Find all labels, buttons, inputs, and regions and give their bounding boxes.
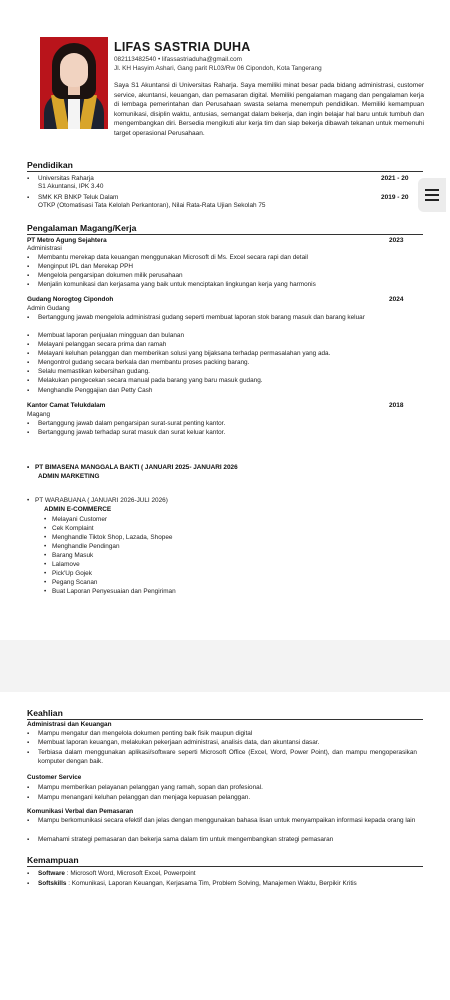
job-year: 2024	[389, 296, 404, 303]
job-company: Gudang Norogtog Cipondoh	[27, 296, 114, 303]
job-duty: ▪ Mengontrol gudang secara berkala dan membantu proses packing barang.	[27, 359, 417, 368]
education-years: 2021 - 20	[381, 175, 409, 182]
section-divider	[27, 171, 423, 172]
extra-job-company: • PT BIMASENA MANGGALA BAKTI ( JANUARI 2025- JANUARI 2026	[27, 464, 238, 473]
extra-job-role: ADMIN MARKETING	[38, 473, 100, 480]
section-title-abilities: Kemampuan	[27, 855, 79, 865]
extra-job-company: • PT WARABUANA ( JANUARI 2026-JULI 2026)	[27, 497, 168, 506]
candidate-name: LIFAS SASTRIA DUHA	[114, 40, 251, 54]
section-title-skills: Keahlian	[27, 708, 63, 718]
skill-point: ▪ Mampu memberikan pelayanan pelanggan yang ramah, sopan dan profesional.	[27, 784, 417, 793]
job-duty: ▪ Menjalin komunikasi dan kerjasama yang baik untuk menciptakan lingkungan kerja yang harmonis	[27, 281, 417, 290]
education-item: ▪ SMK KR BNKP Teluk Dalam	[27, 194, 417, 203]
education-detail: OTKP (Otomatisasi Tata Kelolah Perkantoran), Nilai Rata-Rata Ujian Sekolah 75	[38, 202, 266, 209]
section-title-education: Pendidikan	[27, 160, 73, 170]
job-duty: ▪ Melayani keluhan pelanggan dan memberikan solusi yang bijaksana terhadap permasalahan yang ada.	[27, 350, 417, 359]
skill-group-title: Customer Service	[27, 774, 82, 781]
hamburger-menu-icon[interactable]	[418, 178, 446, 212]
profile-photo	[40, 37, 108, 129]
job-duty: ▪ Melakukan pengecekan secara manual pada barang yang baru masuk gudang.	[27, 377, 417, 386]
extra-duty: • Pick'Up Gojek	[44, 570, 92, 579]
job-year: 2018	[389, 402, 404, 409]
ability-item: ▪ Softskills : Komunikasi, Laporan Keuangan, Kerjasama Tim, Problem Solving, Manajemen Waktu, Berpikir Kritis	[27, 880, 417, 889]
job-role: Administrasi	[27, 245, 62, 252]
job-role: Admin Gudang	[27, 305, 70, 312]
job-duty: ▪ Membuat laporan penjualan mingguan dan bulanan	[27, 332, 417, 341]
skill-point: ▪ Mampu berkomunikasi secara efektif dan jelas dengan menggunakan bahasa lisan untuk menyampaikan informasi kepada orang lain	[27, 817, 417, 826]
contact-info: 082113482540 • lifassastriaduha@gmail.com	[114, 56, 242, 63]
extra-duty: • Melayani Customer	[44, 516, 107, 525]
job-duty: ▪ Menghandle Penggajian dan Petty Cash	[27, 387, 417, 396]
section-divider	[27, 234, 423, 235]
job-duty: ▪ Menginput IPL dan Merekap PPH	[27, 263, 417, 272]
address: Jl. KH Hasyim Ashari, Gang parit RL03/Rw 06 Cipondoh, Kota Tangerang	[114, 65, 322, 72]
job-year: 2023	[389, 237, 404, 244]
job-company: Kantor Camat Telukdalam	[27, 402, 106, 409]
profile-summary: Saya S1 Akuntansi di Universitas Raharja. Saya memiliki minat besar pada bidang administrasi, customer service, akuntansi, keuangan, dan pemasaran digital. Memiliki pengalaman magang dan pengalaman kerja di lembaga pemerintahan dan Perusahaan swasta selama menempuh pendidikan. Memiliki kemampuan komunikasi, disiplin waktu, antusias, semangat dalam bekerja, dan ingin belajar hal baru untuk tumbuh dan mengembangkan diri. Bersedia mengikuti alur kerja tim dan siap bekerja dibawah tekanan untuk memenuhi target operasional Perusahaan.	[114, 82, 424, 137]
job-duty: ▪ Bertanggung jawab mengelola administrasi gudang seperti membuat laporan stok barang masuk dan barang keluar	[27, 314, 417, 323]
extra-duty: • Menghandle Tiktok Shop, Lazada, Shopee	[44, 534, 172, 543]
skill-point: ▪ Membuat laporan keuangan, melakukan pekerjaan administrasi, analisis data, dan akuntansi dasar.	[27, 739, 417, 748]
job-duty: ▪ Mengelola pengarsipan dokumen milik perusahaan	[27, 272, 417, 281]
job-company: PT Metro Agung Sejahtera	[27, 237, 107, 244]
education-years: 2019 - 20	[381, 194, 409, 201]
extra-job-role: ADMIN E-COMMERCE	[44, 506, 112, 513]
page-gap	[0, 640, 450, 692]
extra-duty: • Buat Laporan Penyesuaian dan Pengiriman	[44, 588, 176, 597]
education-item: ▪ Universitas Raharja	[27, 175, 417, 184]
job-role: Magang	[27, 411, 51, 418]
extra-duty: • Lalamove	[44, 561, 80, 570]
job-duty: ▪ Bertanggung jawab dalam pengarsipan surat-surat penting kantor.	[27, 420, 417, 429]
skill-group-title: Komunikasi Verbal dan Pemasaran	[27, 808, 134, 815]
job-duty: ▪ Bertanggung jawab terhadap surat masuk dan surat keluar kantor.	[27, 429, 417, 438]
resume-page-2	[0, 692, 450, 1000]
job-duty: ▪ Selalu memastikan kebersihan gudang.	[27, 368, 417, 377]
skill-point: ▪ Memahami strategi pemasaran dan bekerja sama dalam tim untuk mengembangkan strategi pemasaran	[27, 836, 417, 845]
job-duty: ▪ Melayani pelanggan secara prima dan ramah	[27, 341, 417, 350]
skill-point: ▪ Mampu menangani keluhan pelanggan dan menjaga kepuasan pelanggan.	[27, 794, 417, 803]
section-title-experience: Pengalaman Magang/Kerja	[27, 223, 137, 233]
skill-point: ▪ Mampu mengatur dan mengelola dokumen penting baik fisik maupun digital	[27, 730, 417, 739]
section-divider	[27, 719, 423, 720]
extra-duty: • Barang Masuk	[44, 552, 93, 561]
ability-item: ▪ Software : Microsoft Word, Microsoft Excel, Powerpoint	[27, 870, 417, 879]
skill-point: ▪ Terbiasa dalam menggunakan aplikasi/software seperti Microsoft Office (Excel, Word, Power Point), dan mampu mengoperasikan komputer dengan baik.	[27, 749, 417, 766]
section-divider	[27, 866, 423, 867]
skill-group-title: Administrasi dan Keuangan	[27, 721, 112, 728]
extra-duty: • Pegang Scanan	[44, 579, 97, 588]
education-detail: S1 Akuntansi, IPK 3.40	[38, 183, 104, 190]
job-duty: ▪ Membantu merekap data keuangan menggunakan Microsoft di Ms. Excel secara rapi dan detail	[27, 254, 417, 263]
extra-duty: • Cek Komplaint	[44, 525, 94, 534]
extra-duty: • Menghandle Pendingan	[44, 543, 120, 552]
